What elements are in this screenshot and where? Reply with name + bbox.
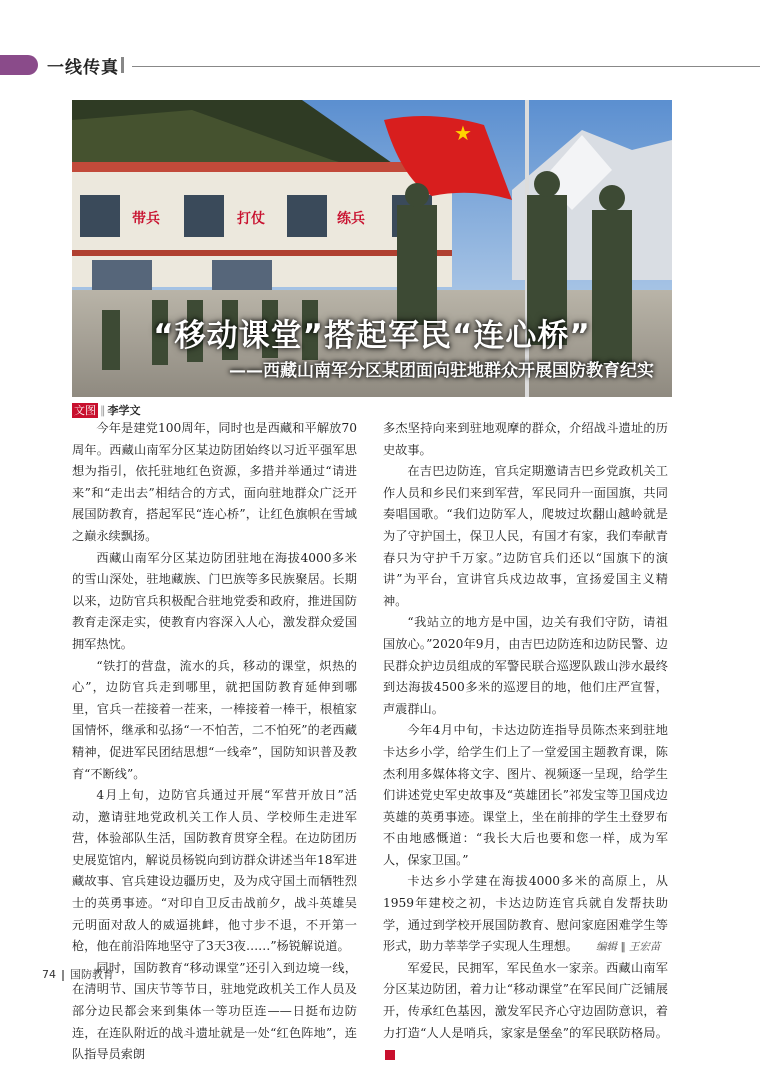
body-column-left: [72, 418, 357, 1066]
magazine-name: 国防教育: [70, 968, 114, 981]
byline-tag: 文图: [74, 404, 96, 417]
paragraph: 同时，国防教育“移动课堂”还引入到边境一线，在清明节、国庆节等节日，驻地党政机关工作人员及部分边民都会来到集体一等功臣连——日挺布边防连，在连队附近的战斗遗址就是一处“红色阵地”，连队指导员索朗: [72, 960, 357, 1062]
editor-credit: 编辑 ∥ 王宏苗: [596, 941, 661, 953]
body-column-right: [383, 418, 668, 1066]
header-rule: [132, 66, 760, 67]
paragraph: 今年是建党100周年，同时也是西藏和平解放70周年。西藏山南军分区某边防团始终以习近平强军思想为指引，依托驻地红色资源，多措并举通过“请进来”和“走出去”相结合的方式，面向驻地群众广泛开展国防教育，搭起军民“连心桥”，让红色旗帜在雪域之巅永续飘扬。: [72, 421, 357, 543]
paragraph: 西藏山南军分区某边防团驻地在海拔4000多米的雪山深处，驻地藏族、门巴族等多民族聚居。长期以来，边防官兵积极配合驻地党委和政府，推进国防教育走深走实，使教育内容深入人心，激发群众爱国拥军热忱。: [72, 550, 357, 651]
paragraph: 多杰坚持向来到驻地观摩的群众，介绍战斗遗址的历史故事。: [383, 421, 668, 457]
svg-text:★: ★: [454, 121, 472, 145]
paragraph: 在吉巴边防连，官兵定期邀请吉巴乡党政机关工作人员和乡民们来到军营，军民同升一面国旗，共同奏唱国歌。“我们边防军人，爬坡过坎翻山越岭就是为了守护国土，保卫人民，有国才有家，我们奉献青春只为守护千万家。”边防官兵们还以“国旗下的演讲”为平台，宣讲官兵戍边故事，宣扬爱国主义精神。: [383, 464, 668, 608]
end-mark-icon: G: [385, 1050, 395, 1060]
photo-sign-1: 带兵: [132, 211, 160, 227]
photo-sign-3: 练兵: [337, 211, 365, 227]
paragraph: “我站立的地方是中国，边关有我们守防，请祖国放心。”2020年9月，由吉巴边防连和边防民警、边民群众护边员组成的军警民联合巡逻队跋山涉水最终到达海拔4500多米的巡逻目的地，他们庄严宣誓，声震群山。: [383, 615, 668, 716]
paragraph-text: 军爱民，民拥军，军民鱼水一家亲。西藏山南军分区某边防团，着力让“移动课堂”在军民间广泛铺展开，传承红色基因，激发军民齐心守边固防意识，着力打造“人人是哨兵，家家是堡垒”的军民联防格局。: [383, 960, 668, 1040]
page-number: 74: [42, 968, 56, 981]
page-footer: [42, 966, 114, 982]
paragraph: 4月上旬，边防官兵通过开展“军营开放日”活动，邀请驻地党政机关工作人员、学校师生走进军营，体验部队生活，国防教育贯穿全程。在边防团历史展览馆内，解说员杨锐向到访群众讲述当年18军进藏故事、官兵建设边疆历史，及为戍守国土而牺牲烈士的英勇事迹。“对印自卫反击战前夕，战斗英雄吴元明面对敌人的威逼挑衅，他寸步不退，不开第一枪，他在前沿阵地坚守了3天3夜……”杨锐解说道。: [72, 788, 357, 954]
byline-separator: ∥: [100, 404, 106, 417]
photo-sign-2: 打仗: [237, 211, 265, 227]
section-divider-bar: [121, 57, 124, 73]
section-title: 一线传真: [47, 58, 119, 78]
byline-author: 李学文: [107, 404, 141, 417]
byline: [72, 402, 141, 418]
article-title: “移动课堂”搭起军民“连心桥”: [153, 318, 591, 354]
section-tab: [0, 55, 38, 75]
paragraph: 今年4月中旬，卡达边防连指导员陈杰来到驻地卡达乡小学，给学生们上了一堂爱国主题教育课，陈杰利用多媒体将文字、图片、视频逐一呈现，给学生们讲述党史军史故事及“英雄团长”祁发宝等卫国戍边英雄的英勇事迹。课堂上，坐在前排的学生土登罗布不由地感慨道：“我长大后也要和您一样，成为军人，保家卫国。”: [383, 723, 668, 867]
paragraph: 卡达乡小学建在海拔4000多米的高原上，从1959年建校之初，卡达边防连官兵就自发帮扶助学，通过到学校开展国防教育、慰问家庭困难学生等形式，助力莘莘学子实现人生理想。: [383, 874, 668, 954]
paragraph: “铁打的营盘，流水的兵，移动的课堂，炽热的心”，边防官兵走到哪里，就把国防教育延伸到哪里，官兵一茬接着一茬来，一棒接着一棒干，根植家国情怀，继承和弘扬“一不怕苦，二不怕死”的老西藏精神，促进军民团结思想“一线牵”，国防知识普及教育“不断线”。: [72, 658, 357, 781]
article-photo: [72, 100, 672, 397]
paragraph-last: [383, 958, 668, 1066]
footer-divider: [62, 970, 64, 981]
article-subtitle: ——西藏山南军分区某团面向驻地群众开展国防教育纪实: [229, 361, 654, 381]
